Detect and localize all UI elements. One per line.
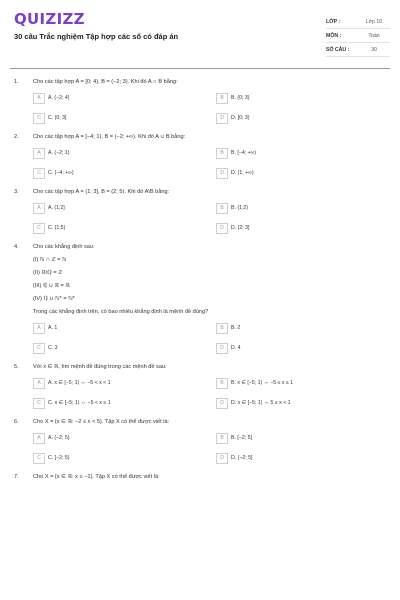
option-text: D. 4	[231, 345, 241, 351]
option-letter-box: B	[216, 433, 228, 444]
question-item	[0, 78, 400, 123]
answer-option[interactable]	[33, 93, 216, 103]
option-text: D. (1; +∞)	[231, 170, 254, 176]
option-text: C. x ∈ [−5; 1) ⇔ −5 < x ≤ 1	[48, 400, 111, 406]
option-text: B. [−4; +∞)	[231, 150, 257, 156]
answer-option[interactable]	[33, 223, 216, 233]
answer-options	[0, 433, 400, 463]
answer-option[interactable]	[216, 343, 399, 353]
question-line	[0, 188, 400, 196]
option-text: D. x ∈ [−5; 1) ⇔ 5 ≤ x < 1	[231, 400, 291, 406]
option-letter-box: A	[33, 323, 45, 334]
option-letter-box: A	[33, 148, 45, 159]
question-number: 2.	[14, 134, 19, 140]
meta-value: Toán	[368, 32, 380, 39]
question-text: Cho các tập hợp A = [0; 4), B = (−2; 3). Khi đó A ∩ B bằng:	[33, 79, 178, 85]
option-letter-box: A	[33, 203, 45, 214]
quizizz-logo: QUIZIZZ	[14, 10, 85, 28]
option-text: A. (−2; 1)	[48, 150, 70, 156]
option-letter-box: C	[33, 343, 45, 354]
answer-option[interactable]	[33, 323, 216, 333]
question-line	[0, 418, 400, 426]
option-letter-box: D	[216, 168, 228, 179]
answer-option[interactable]	[33, 433, 216, 443]
question-item	[0, 418, 400, 463]
meta-row-count	[326, 43, 390, 57]
answer-option[interactable]	[216, 168, 399, 178]
answer-option[interactable]	[33, 113, 216, 123]
question-text: Cho X = {x ∈ ℝ: x ≤ −1}. Tập X có thể được viết là:	[33, 474, 160, 480]
answer-options	[0, 93, 400, 123]
answer-option[interactable]	[216, 398, 399, 408]
header	[0, 0, 400, 62]
option-letter-box: C	[33, 453, 45, 464]
question-number: 5.	[14, 364, 19, 370]
option-letter-box: A	[33, 378, 45, 389]
meta-value: Lớp 10	[365, 18, 383, 25]
option-text: C. (1;5)	[48, 225, 66, 231]
answer-option[interactable]	[33, 343, 216, 353]
answer-option[interactable]	[216, 378, 399, 388]
meta-key: MÔN :	[326, 32, 342, 39]
option-letter-box: C	[33, 223, 45, 234]
answer-options	[0, 148, 400, 178]
option-letter-box: B	[216, 93, 228, 104]
option-letter-box: D	[216, 343, 228, 354]
answer-option[interactable]	[33, 398, 216, 408]
option-letter-box: C	[33, 168, 45, 179]
option-letter-box: C	[33, 398, 45, 409]
question-item	[0, 133, 400, 178]
answer-option[interactable]	[33, 168, 216, 178]
answer-option[interactable]	[216, 203, 399, 213]
meta-row-class	[326, 15, 390, 29]
option-text: C. (−4; +∞)	[48, 170, 74, 176]
meta-key: SỐ CÂU :	[326, 46, 350, 53]
option-letter-box: A	[33, 93, 45, 104]
answer-options	[0, 378, 400, 408]
header-divider	[10, 68, 390, 69]
meta-table	[326, 15, 390, 57]
question-line	[0, 243, 400, 251]
question-statement: (III) ℚ ∪ ℝ = ℝ	[33, 283, 70, 289]
answer-option[interactable]	[216, 223, 399, 233]
question-text: Cho các tập hợp A = [−4; 1), B = (−2; +∞). Khi đó A ∪ B bằng:	[33, 134, 186, 140]
meta-key: LỚP :	[326, 18, 341, 25]
answer-option[interactable]	[216, 433, 399, 443]
meta-row-subject	[326, 29, 390, 43]
answer-options	[0, 203, 400, 233]
question-number: 1.	[14, 79, 19, 85]
option-letter-box: D	[216, 113, 228, 124]
answer-option[interactable]	[33, 378, 216, 388]
option-text: A. x ∈ [−5; 1) ⇔ −5 < x < 1	[48, 380, 111, 386]
question-item	[0, 363, 400, 408]
option-letter-box: A	[33, 433, 45, 444]
question-text: Cho các khẳng định sau:	[33, 244, 95, 250]
option-letter-box: C	[33, 113, 45, 124]
option-text: C. (0; 3]	[48, 115, 67, 121]
option-letter-box: B	[216, 203, 228, 214]
question-text: Với x ∈ ℝ, tìm mệnh đề đúng trong các mệnh đề sau:	[33, 364, 167, 370]
option-text: B. x ∈ [−5; 1) ⇔ −5 ≤ x ≤ 1	[231, 380, 294, 386]
answer-option[interactable]	[216, 453, 399, 463]
answer-option[interactable]	[216, 323, 399, 333]
question-number: 7.	[14, 474, 19, 480]
option-letter-box: B	[216, 148, 228, 159]
question-item	[0, 188, 400, 233]
question-statement: (I) ℕ ∩ ℤ = ℕ	[33, 257, 67, 263]
option-text: A. (−2; 4)	[48, 95, 70, 101]
option-text: A. 1	[48, 325, 58, 331]
option-letter-box: B	[216, 378, 228, 389]
option-text: A. (1;2]	[48, 205, 65, 211]
option-text: B. [−2; 5]	[231, 435, 252, 441]
question-line	[0, 473, 400, 481]
question-number: 4.	[14, 244, 19, 250]
question-item	[0, 473, 400, 481]
meta-value: 30	[371, 46, 377, 53]
option-text: D. (2; 3]	[231, 225, 250, 231]
question-line	[0, 78, 400, 86]
answer-option[interactable]	[216, 93, 399, 103]
question-number: 6.	[14, 419, 19, 425]
option-text: B. 2	[231, 325, 241, 331]
question-item	[0, 243, 400, 353]
option-text: B. (1;2)	[231, 205, 249, 211]
question-list	[0, 78, 400, 491]
page-title: 30 câu Trắc nghiệm Tập hợp các số có đáp án	[14, 32, 179, 41]
answer-options	[0, 323, 400, 353]
question-statement: (II) ℝ\ℚ = ℤ	[33, 270, 63, 276]
answer-option[interactable]	[33, 148, 216, 158]
question-text: Cho X = {x ∈ ℝ: −2 ≤ x < 5}. Tập X có thể được viết là:	[33, 419, 170, 425]
option-text: B. (0; 3)	[231, 95, 250, 101]
option-letter-box: D	[216, 398, 228, 409]
option-letter-box: B	[216, 323, 228, 334]
option-text: A. (−2; 5)	[48, 435, 70, 441]
option-letter-box: D	[216, 223, 228, 234]
option-text: C. [−2; 5)	[48, 455, 70, 461]
question-statement: (IV) ℚ ∪ ℕ* = ℕ*	[33, 296, 75, 302]
option-text: D. (−2; 5]	[231, 455, 253, 461]
question-number: 3.	[14, 189, 19, 195]
answer-option[interactable]	[216, 148, 399, 158]
question-statement: Trong các khẳng định trên, có bao nhiêu khẳng định là mệnh đề đúng?	[33, 309, 209, 315]
answer-option[interactable]	[216, 113, 399, 123]
answer-option[interactable]	[33, 453, 216, 463]
question-line	[0, 133, 400, 141]
option-letter-box: D	[216, 453, 228, 464]
option-text: D. [0; 3)	[231, 115, 250, 121]
option-text: C. 3	[48, 345, 58, 351]
answer-option[interactable]	[33, 203, 216, 213]
question-text: Cho các tập hợp A = (1; 3], B = (2; 5). Khi đó A\B bằng:	[33, 189, 170, 195]
question-line	[0, 363, 400, 371]
